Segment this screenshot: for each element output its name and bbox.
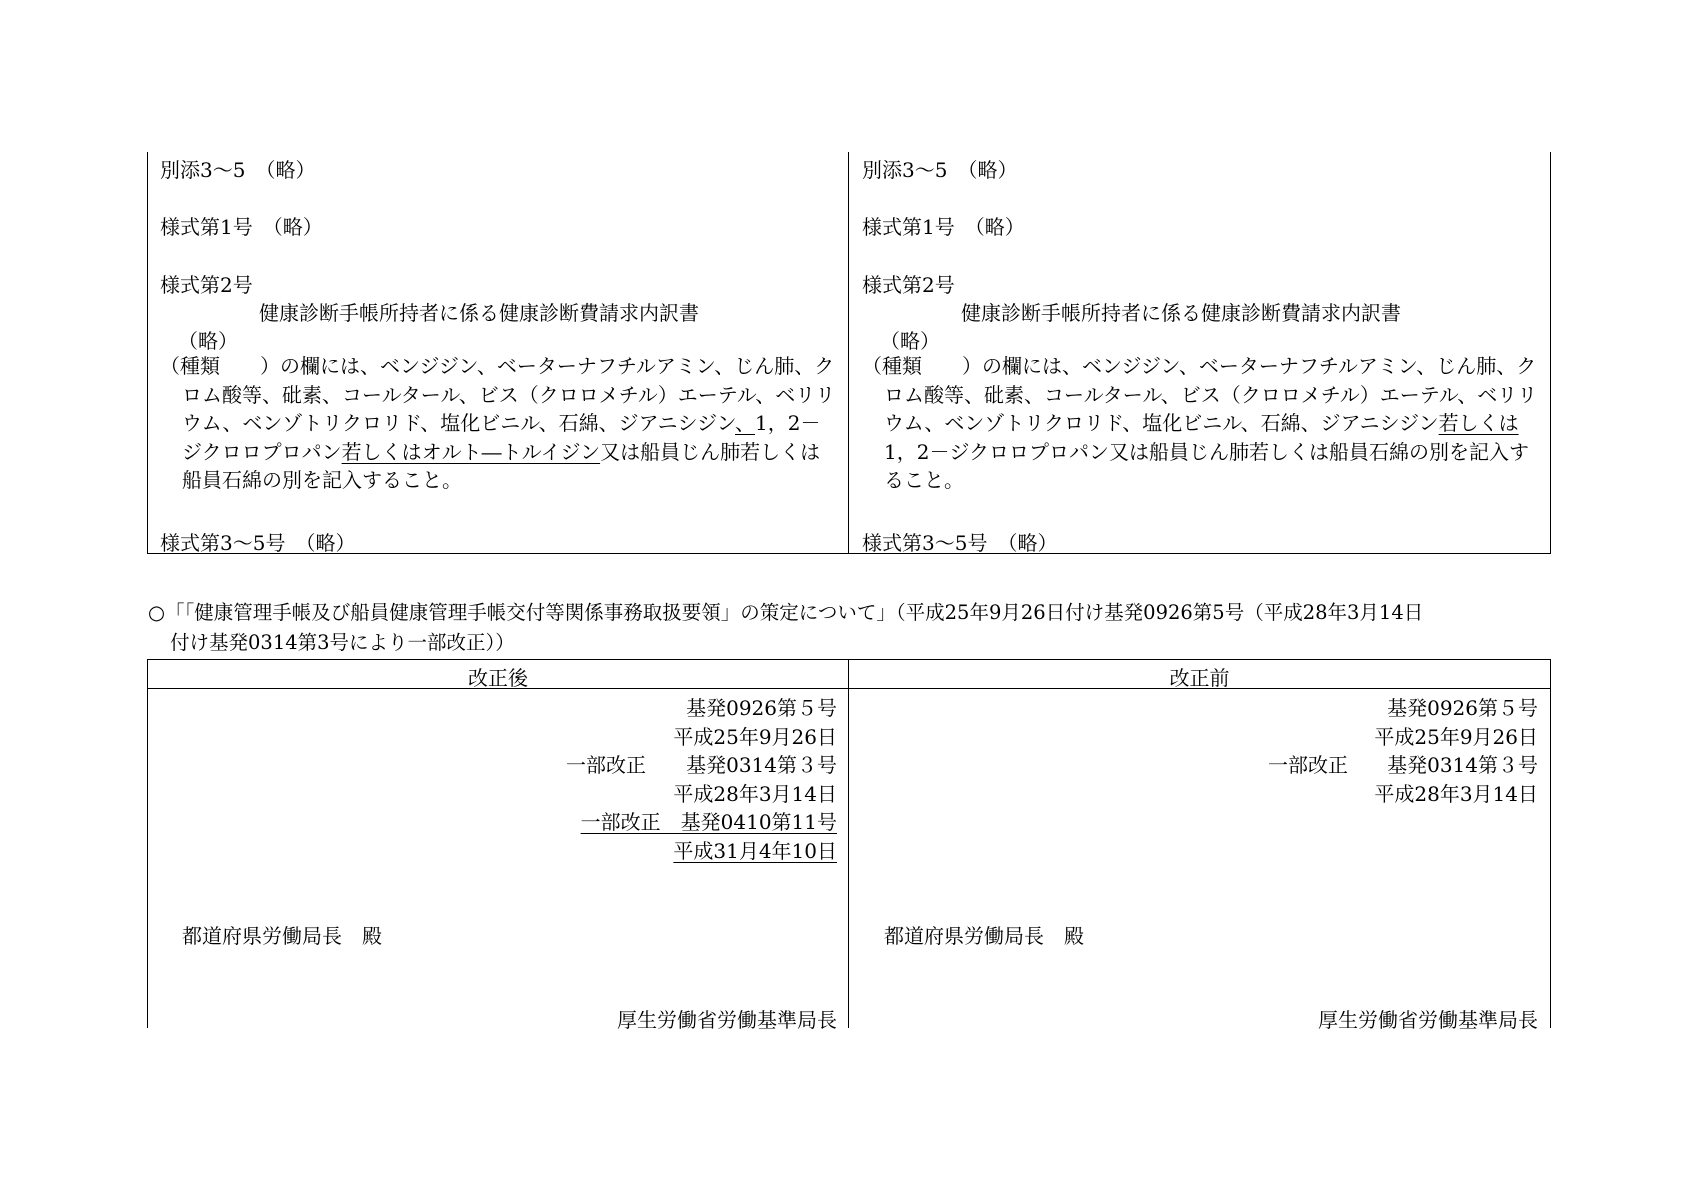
form-2: 様式第2号 <box>862 273 955 297</box>
removed-wakushikuwa: 若しくは <box>1438 411 1519 435</box>
inserted-comma: 、 <box>735 411 755 435</box>
amend1-label: 一部改正 <box>1268 753 1348 777</box>
lower-table-right-border <box>1550 659 1551 1028</box>
amend2-date: 平成31月4年10日 <box>673 839 837 863</box>
lower-table-top-border <box>147 659 1551 660</box>
addressee: 都道府県労働局長 殿 <box>182 924 382 948</box>
upper-table-divider <box>848 152 849 554</box>
amend1-number: 基発0314第３号 <box>686 753 837 777</box>
header-after-revision: 改正後 <box>468 666 528 690</box>
notice-date: 平成25年9月26日 <box>1374 725 1538 749</box>
notice-date: 平成25年9月26日 <box>673 725 837 749</box>
form-1: 様式第1号 （略） <box>160 215 323 239</box>
upper-table-bottom-border <box>147 553 1551 554</box>
form-2-title: 健康診断手帳所持者に係る健康診断費請求内訳書 <box>259 301 699 325</box>
amend2-line: 一部改正 基発0410第11号 <box>580 810 837 834</box>
upper-table-left-border <box>147 152 148 554</box>
addressee: 都道府県労働局長 殿 <box>884 924 1084 948</box>
form-2-instruction: （種類 ）の欄には、ベンジジン、ベーターナフチルアミン、じん肺、クロム酸等、砒素、コールタール、ビス（クロロメチル）エーテル、ベリリウム、ベンゾトリクロリド、塩化ビニル、石綿、ジアニシジン若しくは1，2－ジクロロプロパン又は船員じん肺若しくは船員石綿の別を記入すること。 <box>862 354 1538 492</box>
form-3-5: 様式第3～5号 （略） <box>160 531 356 555</box>
inserted-ortho-toluidine: 若しくはオルト―トルイジン <box>341 439 601 464</box>
form-2: 様式第2号 <box>160 273 253 297</box>
header-before-revision: 改正前 <box>1169 666 1230 690</box>
appendix-3-5: 別添3～5 （略） <box>862 158 1018 182</box>
notice-number: 基発0926第５号 <box>1387 696 1538 720</box>
appendix-3-5: 別添3～5 （略） <box>160 158 316 182</box>
form-2-title: 健康診断手帳所持者に係る健康診断費請求内訳書 <box>961 301 1401 325</box>
form-3-5: 様式第3～5号 （略） <box>862 531 1058 555</box>
form-1: 様式第1号 （略） <box>862 215 1025 239</box>
section-heading-line1: ○「「健康管理手帳及び船員健康管理手帳交付等関係事務取扱要領」の策定について」（平成25年9月26日付け基発0926第5号（平成28年3月14日 <box>148 601 1424 624</box>
form-2-instruction: （種類 ）の欄には、ベンジジン、ベーターナフチルアミン、じん肺、クロム酸等、砒素、コールタール、ビス（クロロメチル）エーテル、ベリリウム、ベンゾトリクロリド、塩化ビニル、石綿、ジアニシジン、1，2－ジクロロプロパン若しくはオルト―トルイジン又は船員じん肺若しくは船員石綿の別を記入すること。 <box>160 354 836 492</box>
amend1-date: 平成28年3月14日 <box>1374 782 1538 806</box>
lower-table-left-border <box>147 659 148 1028</box>
amend1-number: 基発0314第３号 <box>1387 753 1538 777</box>
sender: 厚生労働省労働基準局長 <box>1318 1008 1538 1032</box>
amend1-date: 平成28年3月14日 <box>673 782 837 806</box>
omitted-note: （略） <box>178 329 238 353</box>
sender: 厚生労働省労働基準局長 <box>617 1008 837 1032</box>
notice-number: 基発0926第５号 <box>686 696 837 720</box>
lower-table-divider <box>848 659 849 1028</box>
amend1-label: 一部改正 <box>566 753 646 777</box>
omitted-note: （略） <box>880 329 940 353</box>
section-heading-line2: 付け基発0314第3号により一部改正）） <box>170 631 515 654</box>
upper-table-right-border <box>1550 152 1551 554</box>
